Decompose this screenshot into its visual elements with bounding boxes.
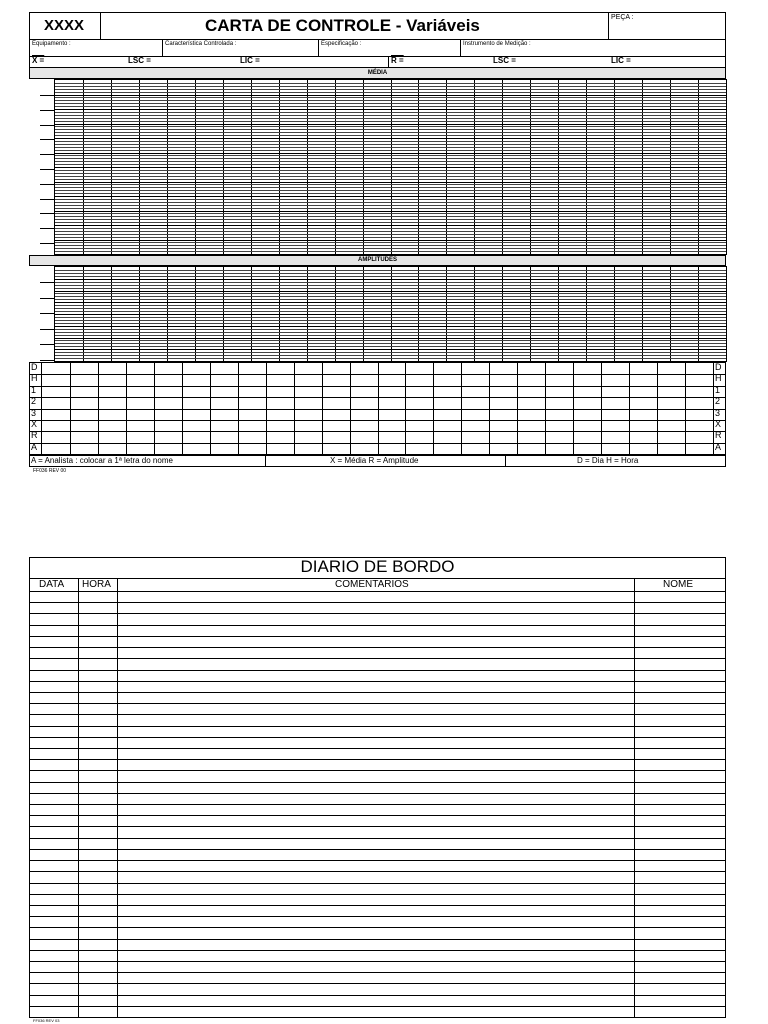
grid-row-line [55,352,726,353]
scale-tick [40,298,54,299]
divider [29,39,726,40]
diario-row-line [29,804,726,805]
grid-row-line [55,314,726,315]
diario-row-line [29,703,726,704]
amplitudes-label: AMPLITUDES [358,257,397,263]
instrumento-label: Instrumento de Medição : [463,41,531,47]
col-divider [634,578,635,1018]
diario-row-line [29,636,726,637]
grid-row-line [55,109,726,110]
grid-row-line [55,112,726,113]
grid-row-line [55,245,726,246]
row-label-right: X [715,419,722,429]
grid-row-line [55,317,726,318]
grid-row-line [55,190,726,191]
amplitudes-band [29,255,726,266]
grid-row-line [55,199,726,200]
row-label-right: 1 [715,385,721,395]
grid-row-line [55,89,726,90]
grid-row-line [55,83,726,84]
grid-row-line [55,193,726,194]
diario-row-line [29,838,726,839]
grid-row-line [55,343,726,344]
grid-row-line [55,187,726,188]
scale-tick [40,199,54,200]
grid-row-line [55,308,726,309]
grid-row-line [55,248,726,249]
grid-row-line [55,155,726,156]
col-data-header: DATA [39,579,65,590]
grid-row-line [55,346,726,347]
peca-label: PEÇA : [611,14,634,21]
grid-row-line [55,213,726,214]
divider [100,12,101,39]
scale-tick [40,169,54,170]
row-label-right: R [715,430,722,440]
grid-row-line [55,167,726,168]
diario-row-line [29,759,726,760]
diario-row-line [29,995,726,996]
data-row-line [30,431,725,432]
grid-row-line [55,95,726,96]
divider [162,39,163,56]
grid-row-line [55,225,726,226]
grid-row-line [55,170,726,171]
grid-row-line [55,208,726,209]
grid-row-line [55,311,726,312]
diario-row-line [29,950,726,951]
grid-row-line [55,147,726,148]
diario-row-line [29,737,726,738]
col-divider [117,578,118,1018]
chart-title: CARTA DE CONTROLE - Variáveis [205,16,480,35]
grid-row-line [55,234,726,235]
grid-row-line [55,299,726,300]
row-label-right: A [715,442,722,452]
grid-row-line [55,293,726,294]
data-row-line [30,420,725,421]
grid-row-line [55,153,726,154]
row-label-left: 1 [31,385,37,395]
grid-row-line [55,329,726,330]
diario-row-line [29,625,726,626]
grid-row-line [55,251,726,252]
grid-row-line [55,150,726,151]
grid-row-line [55,323,726,324]
diario-row-line [29,770,726,771]
diario-row-line [29,692,726,693]
grid-row-line [55,296,726,297]
grid-row-line [55,332,726,333]
diario-row-line [29,849,726,850]
grid-row-line [55,141,726,142]
grid-row-line [55,222,726,223]
grid-row-line [55,138,726,139]
grid-row-line [55,100,726,101]
diario-row-line [29,983,726,984]
grid-row-line [55,231,726,232]
grid-row-line [55,326,726,327]
grid-row-line [55,340,726,341]
grid-row-line [55,335,726,336]
grid-row-line [55,132,726,133]
grid-row-line [55,276,726,277]
scale-tick [40,344,54,345]
row-label-left: H [31,373,38,383]
grid-row-line [55,237,726,238]
grid-row-line [55,118,726,119]
grid-row-line [55,164,726,165]
scale-tick [40,243,54,244]
legend-media-amplitude: X = Média R = Amplitude [330,456,419,465]
grid-row-line [55,86,726,87]
grid-row-line [55,358,726,359]
media-label: MÉDIA [367,70,388,76]
data-row-line [30,397,725,398]
scale-tick [40,360,54,361]
form-code-bottom: FF036 REV 03 [33,1018,60,1023]
scale-tick [40,213,54,214]
divider [388,56,389,67]
scale-tick [40,329,54,330]
diario-row-line [29,916,726,917]
grid-row-line [55,273,726,274]
grid-row-line [55,288,726,289]
grid-row-line [55,179,726,180]
legend-analista: A = Analista : colocar a 1ª letra do nome [31,456,173,465]
diario-row-line [29,894,726,895]
grid-row-line [55,161,726,162]
grid-row-line [55,103,726,104]
grid-row-line [55,173,726,174]
scale-tick [40,139,54,140]
diario-row-line [29,782,726,783]
grid-row-line [55,126,726,127]
diario-row-line [29,647,726,648]
diario-row-line [29,905,726,906]
form-code-top: FF036 REV 00 [33,468,67,474]
divider [505,455,506,467]
r-bar-label: R = [391,56,404,65]
grid-row-line [55,196,726,197]
grid-row-line [55,97,726,98]
scale-tick [40,228,54,229]
diario-row-line [29,961,726,962]
grid-row-line [55,355,726,356]
grid-row-line [55,242,726,243]
grid-row-line [55,305,726,306]
scale-tick [40,95,54,96]
grid-row-line [55,124,726,125]
especificacao-label: Especificação : [321,41,362,47]
grid-row-line [55,205,726,206]
row-label-right: 2 [715,396,721,406]
row-label-right: 3 [715,408,721,418]
grid-row-line [55,176,726,177]
amplitudes-grid [54,266,727,362]
scale-tick [40,110,54,111]
legend-dia-hora: D = Dia H = Hora [577,456,639,465]
grid-row-line [55,349,726,350]
lsc-r-label: LSC = [493,56,516,65]
grid-row-line [55,182,726,183]
row-label-left: 3 [31,408,37,418]
grid-row-line [55,184,726,185]
grid-row-line [55,302,726,303]
grid-row-line [55,285,726,286]
diario-row-line [29,602,726,603]
grid-row-line [55,158,726,159]
diario-row-line [29,939,726,940]
grid-row-line [55,338,726,339]
diario-row-line [29,1006,726,1007]
row-label-right: H [715,373,722,383]
diario-row-line [29,815,726,816]
scale-tick [40,313,54,314]
chart-code: XXXX [44,17,85,34]
grid-row-line [55,216,726,217]
grid-row-line [55,291,726,292]
diario-row-line [29,927,726,928]
lsc-x-label: LSC = [128,56,151,65]
media-band [29,67,726,79]
diario-row-line [29,591,726,592]
divider [318,39,319,56]
grid-row-line [55,106,726,107]
grid-row-line [55,219,726,220]
x-bar-label: X = [32,56,45,65]
media-grid [54,79,727,255]
diario-title: DIARIO DE BORDO [300,557,455,576]
scale-tick [40,184,54,185]
grid-row-line [55,92,726,93]
diario-row-line [29,726,726,727]
row-label-left: D [31,362,38,372]
grid-row-line [55,240,726,241]
divider [608,12,609,39]
divider [460,39,461,56]
col-nome-header: NOME [663,579,693,590]
diario-row-line [29,860,726,861]
col-divider [78,578,79,1018]
diario-row-line [29,871,726,872]
equipamento-label: Equipamento : [32,41,71,47]
grid-row-line [55,211,726,212]
row-label-left: A [31,442,38,452]
row-label-right: D [715,362,722,372]
diario-row-line [29,613,726,614]
row-label-left: X [31,419,38,429]
diario-row-line [29,681,726,682]
diario-row-line [29,793,726,794]
grid-row-line [55,270,726,271]
diario-row-line [29,883,726,884]
col-comentarios-header: COMENTARIOS [335,579,409,590]
lic-r-label: LIC = [611,56,631,65]
diario-row-line [29,658,726,659]
data-rows-table [29,362,726,455]
col-hora-header: HORA [82,579,111,590]
lic-x-label: LIC = [240,56,260,65]
grid-row-line [55,135,726,136]
data-row-line [30,374,725,375]
diario-row-line [29,714,726,715]
caracteristica-label: Característica Controlada : [165,41,237,47]
scale-tick [40,282,54,283]
grid-row-line [55,228,726,229]
data-row-line [30,443,725,444]
diario-row-line [29,826,726,827]
grid-row-line [55,121,726,122]
divider [265,455,266,467]
diario-row-line [29,972,726,973]
grid-row-line [55,144,726,145]
grid-row-line [55,282,726,283]
grid-row-line [55,202,726,203]
grid-row-line [55,129,726,130]
diario-row-line [29,670,726,671]
scale-tick [40,125,54,126]
grid-row-line [55,115,726,116]
row-label-left: 2 [31,396,37,406]
grid-row-line [55,279,726,280]
data-row-line [30,409,725,410]
data-row-line [30,386,725,387]
diario-row-line [29,748,726,749]
grid-row-line [55,320,726,321]
scale-tick [40,154,54,155]
row-label-left: R [31,430,38,440]
